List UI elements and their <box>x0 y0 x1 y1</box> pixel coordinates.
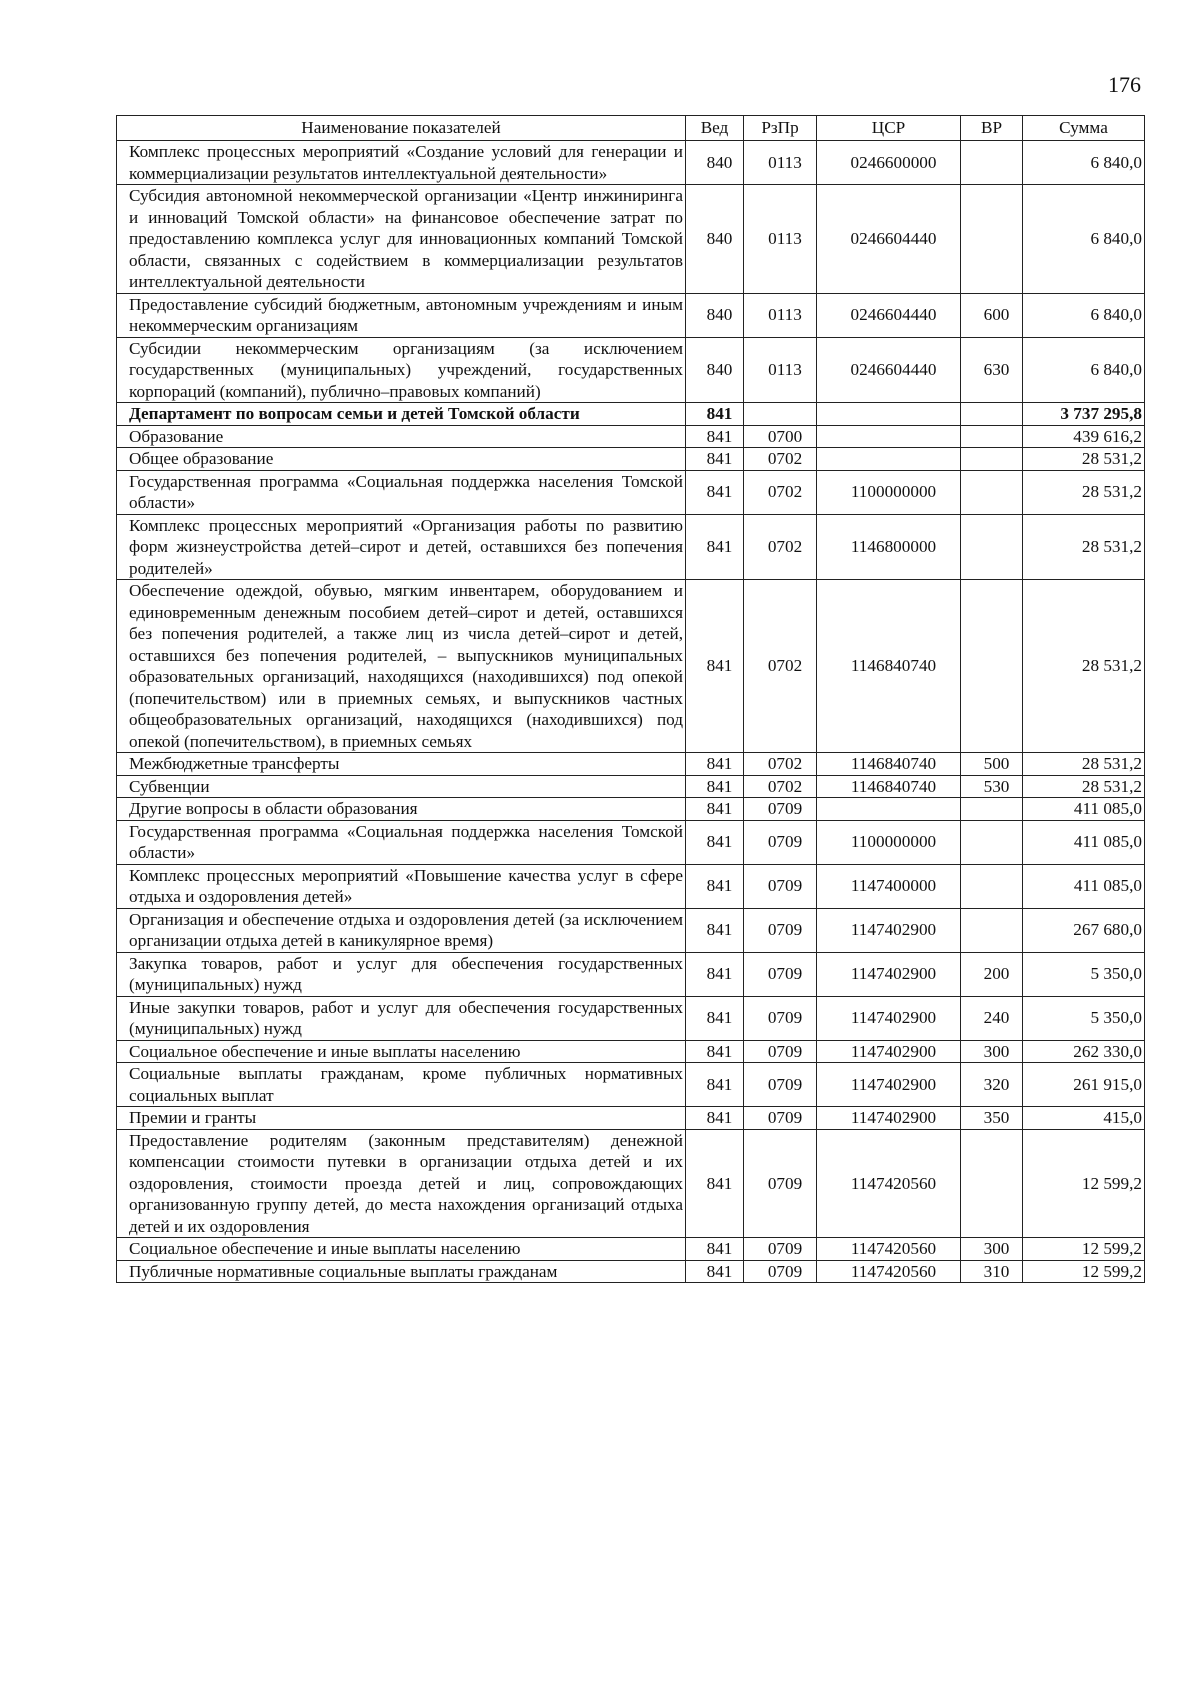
cell-vr: 200 <box>961 952 1023 996</box>
table-row <box>117 580 1145 753</box>
cell-name: Государственная программа «Социальная поддержка населения Томской области» <box>117 820 686 864</box>
cell-vr: 630 <box>961 337 1023 403</box>
cell-csr: 0246604440 <box>817 337 961 403</box>
cell-name: Образование <box>117 425 686 448</box>
cell-vr: 320 <box>961 1063 1023 1107</box>
cell-ved: 841 <box>686 448 744 471</box>
cell-rzpr: 0702 <box>744 775 817 798</box>
cell-name: Организация и обеспечение отдыха и оздоровления детей (за исключением организации отдыха детей в каникулярное время) <box>117 908 686 952</box>
cell-sum: 3 737 295,8 <box>1023 403 1145 426</box>
table-row <box>117 141 1145 185</box>
cell-name: Предоставление субсидий бюджетным, автономным учреждениям и иным некоммерческим организациям <box>117 293 686 337</box>
page-number: 176 <box>1108 72 1141 97</box>
cell-sum: 28 531,2 <box>1023 470 1145 514</box>
table-row <box>117 1040 1145 1063</box>
table-body <box>117 141 1145 1283</box>
cell-ved: 841 <box>686 775 744 798</box>
cell-csr: 1100000000 <box>817 470 961 514</box>
table-row <box>117 403 1145 426</box>
cell-rzpr: 0709 <box>744 1107 817 1130</box>
cell-ved: 841 <box>686 1040 744 1063</box>
cell-ved: 840 <box>686 141 744 185</box>
table-row <box>117 1107 1145 1130</box>
cell-rzpr: 0113 <box>744 141 817 185</box>
cell-rzpr: 0709 <box>744 864 817 908</box>
cell-vr <box>961 448 1023 471</box>
cell-rzpr: 0113 <box>744 185 817 294</box>
cell-rzpr: 0700 <box>744 425 817 448</box>
header-name: Наименование показателей <box>117 116 686 141</box>
budget-table <box>116 115 1145 1283</box>
cell-ved: 841 <box>686 425 744 448</box>
table-row <box>117 337 1145 403</box>
cell-vr <box>961 470 1023 514</box>
cell-name: Социальные выплаты гражданам, кроме публичных нормативных социальных выплат <box>117 1063 686 1107</box>
cell-rzpr: 0113 <box>744 337 817 403</box>
table-row <box>117 1238 1145 1261</box>
cell-rzpr <box>744 403 817 426</box>
cell-vr <box>961 1129 1023 1238</box>
cell-rzpr: 0702 <box>744 514 817 580</box>
cell-sum: 261 915,0 <box>1023 1063 1145 1107</box>
cell-name: Межбюджетные трансферты <box>117 753 686 776</box>
cell-name: Обеспечение одеждой, обувью, мягким инвентарем, оборудованием и единовременным денежным пособием детей–сирот и детей, оставшихся без попечения родителей, а также лиц из числа детей–сирот и детей, оставшихся без попечения родителей, – выпускников муниципальных образовательных организаций, находящихся (находившихся) под опекой (попечительством) или в приемных семьях, и выпускников частных общеобразовательных организаций, находящихся (находившихся) под опекой (попечительством), в приемных семьях <box>117 580 686 753</box>
cell-csr: 1147402900 <box>817 1107 961 1130</box>
cell-ved: 841 <box>686 798 744 821</box>
cell-rzpr: 0709 <box>744 798 817 821</box>
cell-rzpr: 0709 <box>744 1063 817 1107</box>
cell-ved: 840 <box>686 185 744 294</box>
table-row <box>117 514 1145 580</box>
cell-csr: 1147402900 <box>817 1040 961 1063</box>
cell-csr: 1147402900 <box>817 952 961 996</box>
cell-name: Публичные нормативные социальные выплаты гражданам <box>117 1260 686 1283</box>
cell-name: Общее образование <box>117 448 686 471</box>
header-csr: ЦСР <box>817 116 961 141</box>
cell-ved: 840 <box>686 337 744 403</box>
cell-vr <box>961 864 1023 908</box>
cell-csr: 0246604440 <box>817 185 961 294</box>
table-row <box>117 864 1145 908</box>
cell-ved: 841 <box>686 580 744 753</box>
cell-name: Социальное обеспечение и иные выплаты населению <box>117 1040 686 1063</box>
cell-ved: 841 <box>686 820 744 864</box>
cell-vr: 500 <box>961 753 1023 776</box>
cell-vr: 310 <box>961 1260 1023 1283</box>
cell-name: Комплекс процессных мероприятий «Организация работы по развитию форм жизнеустройства детей–сирот и детей, оставшихся без попечения родителей» <box>117 514 686 580</box>
table-row <box>117 820 1145 864</box>
cell-ved: 841 <box>686 753 744 776</box>
cell-ved: 841 <box>686 1238 744 1261</box>
cell-csr <box>817 798 961 821</box>
cell-rzpr: 0709 <box>744 908 817 952</box>
cell-ved: 841 <box>686 1063 744 1107</box>
cell-ved: 841 <box>686 1129 744 1238</box>
cell-name: Субсидия автономной некоммерческой организации «Центр инжиниринга и инноваций Томской области» на финансовое обеспечение затрат по предоставлению комплекса услуг для инновационных компаний Томской области, связанных с содействием в коммерциализации результатов интеллектуальной деятельности <box>117 185 686 294</box>
cell-vr <box>961 580 1023 753</box>
cell-sum: 411 085,0 <box>1023 820 1145 864</box>
cell-name: Иные закупки товаров, работ и услуг для обеспечения государственных (муниципальных) нужд <box>117 996 686 1040</box>
cell-sum: 28 531,2 <box>1023 775 1145 798</box>
cell-csr: 1147402900 <box>817 996 961 1040</box>
cell-ved: 841 <box>686 952 744 996</box>
cell-ved: 841 <box>686 403 744 426</box>
cell-vr: 240 <box>961 996 1023 1040</box>
cell-ved: 841 <box>686 514 744 580</box>
cell-sum: 415,0 <box>1023 1107 1145 1130</box>
cell-sum: 439 616,2 <box>1023 425 1145 448</box>
cell-csr: 1147400000 <box>817 864 961 908</box>
cell-rzpr: 0709 <box>744 1129 817 1238</box>
cell-ved: 841 <box>686 1107 744 1130</box>
cell-sum: 5 350,0 <box>1023 952 1145 996</box>
table-row <box>117 1129 1145 1238</box>
cell-csr: 0246604440 <box>817 293 961 337</box>
cell-ved: 840 <box>686 293 744 337</box>
cell-rzpr: 0702 <box>744 470 817 514</box>
cell-sum: 6 840,0 <box>1023 293 1145 337</box>
cell-rzpr: 0113 <box>744 293 817 337</box>
table-row <box>117 775 1145 798</box>
table-row <box>117 753 1145 776</box>
cell-csr <box>817 403 961 426</box>
table-row <box>117 425 1145 448</box>
cell-rzpr: 0709 <box>744 820 817 864</box>
cell-csr: 1147420560 <box>817 1238 961 1261</box>
cell-rzpr: 0702 <box>744 580 817 753</box>
table-row <box>117 1260 1145 1283</box>
cell-ved: 841 <box>686 996 744 1040</box>
header-sum: Сумма <box>1023 116 1145 141</box>
cell-vr: 530 <box>961 775 1023 798</box>
cell-csr <box>817 425 961 448</box>
cell-csr: 1146840740 <box>817 753 961 776</box>
cell-name: Субвенции <box>117 775 686 798</box>
cell-sum: 267 680,0 <box>1023 908 1145 952</box>
cell-rzpr: 0709 <box>744 952 817 996</box>
table-row <box>117 1063 1145 1107</box>
cell-sum: 12 599,2 <box>1023 1238 1145 1261</box>
cell-vr <box>961 798 1023 821</box>
cell-sum: 6 840,0 <box>1023 337 1145 403</box>
cell-name: Премии и гранты <box>117 1107 686 1130</box>
table-header-row <box>117 116 1145 141</box>
cell-sum: 12 599,2 <box>1023 1129 1145 1238</box>
cell-vr: 300 <box>961 1238 1023 1261</box>
cell-rzpr: 0709 <box>744 1040 817 1063</box>
cell-vr <box>961 141 1023 185</box>
cell-vr <box>961 820 1023 864</box>
cell-name: Комплекс процессных мероприятий «Повышение качества услуг в сфере отдыха и оздоровления детей» <box>117 864 686 908</box>
cell-ved: 841 <box>686 470 744 514</box>
cell-sum: 6 840,0 <box>1023 185 1145 294</box>
cell-name: Департамент по вопросам семьи и детей Томской области <box>117 403 686 426</box>
cell-sum: 28 531,2 <box>1023 580 1145 753</box>
cell-sum: 12 599,2 <box>1023 1260 1145 1283</box>
cell-csr: 1146840740 <box>817 775 961 798</box>
cell-rzpr: 0702 <box>744 753 817 776</box>
cell-vr: 600 <box>961 293 1023 337</box>
cell-name: Социальное обеспечение и иные выплаты населению <box>117 1238 686 1261</box>
table-row <box>117 908 1145 952</box>
cell-vr: 350 <box>961 1107 1023 1130</box>
cell-ved: 841 <box>686 908 744 952</box>
cell-name: Субсидии некоммерческим организациям (за исключением государственных (муниципальных) учреждений, государственных корпораций (компаний), публично–правовых компаний) <box>117 337 686 403</box>
table-row <box>117 293 1145 337</box>
cell-name: Закупка товаров, работ и услуг для обеспечения государственных (муниципальных) нужд <box>117 952 686 996</box>
cell-vr <box>961 514 1023 580</box>
cell-vr <box>961 425 1023 448</box>
cell-csr: 0246600000 <box>817 141 961 185</box>
cell-name: Другие вопросы в области образования <box>117 798 686 821</box>
cell-name: Комплекс процессных мероприятий «Создание условий для генерации и коммерциализации результатов интеллектуальной деятельности» <box>117 141 686 185</box>
cell-csr: 1147420560 <box>817 1129 961 1238</box>
cell-csr <box>817 448 961 471</box>
cell-csr: 1147420560 <box>817 1260 961 1283</box>
table-row <box>117 996 1145 1040</box>
cell-sum: 411 085,0 <box>1023 864 1145 908</box>
cell-csr: 1146800000 <box>817 514 961 580</box>
cell-name: Предоставление родителям (законным представителям) денежной компенсации стоимости путевки в организации отдыха детей и их оздоровления, стоимости проезда детей и лиц, сопровождающих организованную группу детей, до места нахождения организаций отдыха детей и их оздоровления <box>117 1129 686 1238</box>
cell-rzpr: 0709 <box>744 1260 817 1283</box>
cell-ved: 841 <box>686 1260 744 1283</box>
cell-sum: 28 531,2 <box>1023 753 1145 776</box>
header-vr: ВР <box>961 116 1023 141</box>
cell-sum: 262 330,0 <box>1023 1040 1145 1063</box>
table-row <box>117 798 1145 821</box>
cell-csr: 1100000000 <box>817 820 961 864</box>
cell-csr: 1147402900 <box>817 1063 961 1107</box>
table-row <box>117 470 1145 514</box>
header-ved: Вед <box>686 116 744 141</box>
table-row <box>117 185 1145 294</box>
cell-rzpr: 0709 <box>744 1238 817 1261</box>
cell-name: Государственная программа «Социальная поддержка населения Томской области» <box>117 470 686 514</box>
cell-ved: 841 <box>686 864 744 908</box>
cell-sum: 411 085,0 <box>1023 798 1145 821</box>
cell-sum: 28 531,2 <box>1023 514 1145 580</box>
cell-csr: 1147402900 <box>817 908 961 952</box>
cell-vr <box>961 185 1023 294</box>
cell-sum: 6 840,0 <box>1023 141 1145 185</box>
cell-vr: 300 <box>961 1040 1023 1063</box>
cell-rzpr: 0702 <box>744 448 817 471</box>
cell-csr: 1146840740 <box>817 580 961 753</box>
cell-vr <box>961 403 1023 426</box>
header-rzpr: РзПр <box>744 116 817 141</box>
cell-rzpr: 0709 <box>744 996 817 1040</box>
table-row <box>117 952 1145 996</box>
cell-vr <box>961 908 1023 952</box>
table-row <box>117 448 1145 471</box>
cell-sum: 5 350,0 <box>1023 996 1145 1040</box>
cell-sum: 28 531,2 <box>1023 448 1145 471</box>
